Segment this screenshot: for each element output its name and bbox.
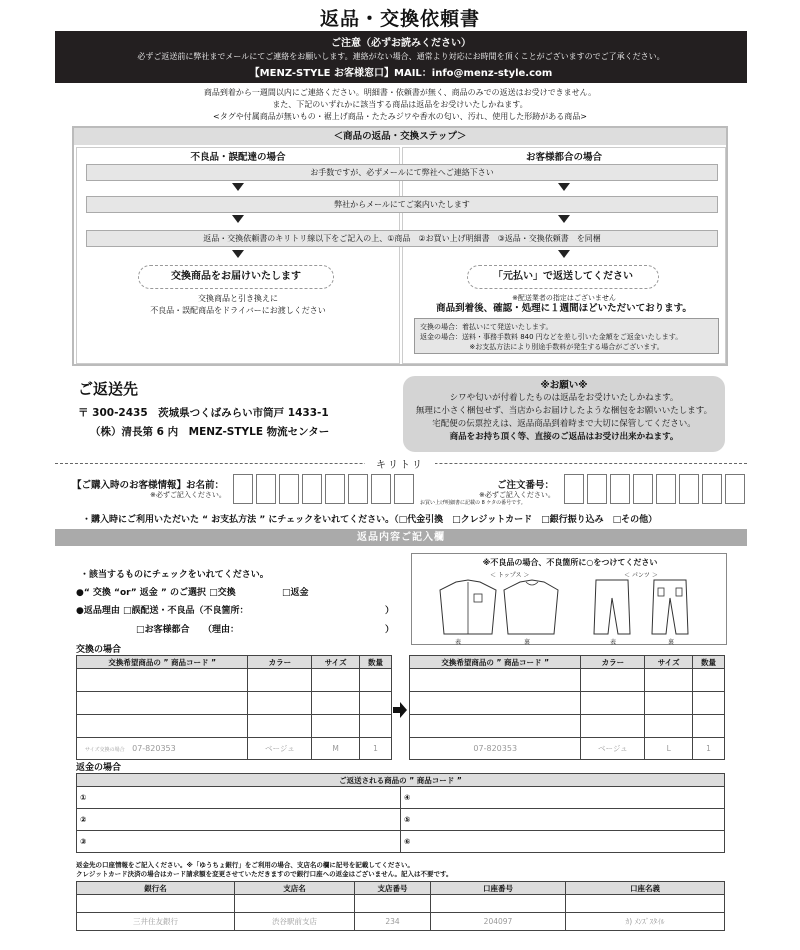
left-note-1: 交換商品と引き換えに [198,294,278,303]
reason-close: ） [385,606,395,616]
bank-note-line: 返金先の口座情報をご記入ください。※「ゆうちょ銀行」をご利用の場合、支店名の欄に記号を記載してください。 [76,861,414,869]
refund-cell[interactable]: ⑤ [401,809,725,831]
step-bar-2: 弊社からメールにてご案内いたします [86,196,718,213]
defect-illustration-box [411,553,727,645]
col-header: カラー [581,656,645,669]
example-branch-no: 234 [355,913,431,931]
table-row[interactable] [77,715,392,738]
exchange-table-right[interactable] [409,655,725,760]
col-header: 数量 [360,656,392,669]
table-row[interactable] [77,809,725,831]
order-cell[interactable] [702,474,722,504]
arrow-down-icon [232,215,244,223]
request-line: 商品をお持ち頂く等、直接のご返品はお受け出来かねます。 [449,432,679,442]
table-row-example [77,913,725,931]
table-row-example [77,738,392,760]
refund-table[interactable] [76,773,725,853]
notice-mail: 【MENZ-STYLE お客様窓口】MAIL：info@menz-style.com [249,68,553,79]
left-note-2: 不良品・誤配商品をドライバーにお渡しください [150,306,326,315]
reason-customer[interactable]: □お客様都合 （理由： [136,625,240,635]
name-cell[interactable] [348,474,368,504]
intro-line: <タグや付属商品が無いもの・裾上げ商品・たたみジワや香水の匂い、汚れ、使用した形跡がある商品> [213,112,587,121]
table-row[interactable] [77,895,725,913]
steps-box [72,126,728,366]
return-address [78,378,329,439]
example-branch: 渋谷駅前支店 [235,913,355,931]
arrow-down-icon [558,250,570,258]
shirt-front-label: 表 [455,639,462,646]
arrow-down-icon [558,183,570,191]
col-header: 支店番号 [355,882,431,895]
refund-header: ご返送される商品の ” 商品コード ” [77,774,725,787]
arrow-right-icon [393,702,407,718]
steps-right-head: お客様都合の場合 [525,152,602,163]
table-row[interactable] [77,669,392,692]
order-number-sub2: お買い上げ明細書に記載の 8 ケタの番号です。 [420,500,526,506]
step-bar-1: お手数ですが、必ずメールにて弊社へご連絡下さい [86,164,718,181]
pants-label: ＜ パンツ ＞ [624,572,658,579]
exchange-table-left[interactable] [76,655,392,760]
col-header: 口座名義 [566,882,725,895]
right-info-box [414,318,719,354]
intro-line: 商品到着から一週間以内にご連絡ください。明細書・依頼書が無く、商品のみでの返送はお受けできません。 [203,88,597,97]
name-cell[interactable] [302,474,322,504]
right-info-line: 交換の場合：着払いにて発送いたします。 [420,323,553,331]
customer-name-boxes[interactable] [233,474,414,504]
table-row[interactable] [410,692,725,715]
table-row[interactable] [77,692,392,715]
table-row[interactable] [410,669,725,692]
col-header: サイズ [312,656,360,669]
steps-left-head: 不良品・誤配達の場合 [190,152,286,163]
col-header: 口座番号 [431,882,566,895]
choice-refund[interactable]: □返金 [282,588,309,598]
table-row-example [410,738,725,760]
notice-heading: ご注意（必ずお読みください） [331,38,471,49]
example-code: 07-820353 [410,738,581,760]
exchange-title: 交換の場合 [76,645,122,655]
step-bar-3: 返品・交換依頼書のキリトリ線以下をご記入の上、①商品 ②お買い上げ明細書 ③返品・交換依頼書 を同梱 [86,230,718,247]
arrow-down-icon [232,250,244,258]
col-header: カラー [248,656,312,669]
notice-box [55,31,747,83]
steps-heading: ＜商品の返品・交換ステップ＞ [74,128,726,145]
table-row[interactable] [77,831,725,853]
request-heading: ※お願い※ [540,380,588,391]
reason-defect[interactable]: ●返品理由 □誤配送・不良品（不良箇所： [76,606,249,616]
address-line-2: （株）清長第 6 内 MENZ-STYLE 物流センター [90,426,330,438]
col-header: サイズ [645,656,693,669]
example-label: サイズ交換の場合 [85,747,125,753]
request-line: シワや匂いが付着したものは返品をお受けいたしかねます。 [449,393,679,403]
left-result-pill: 交換商品をお届けいたします [138,265,334,289]
refund-title: 返金の場合 [76,763,122,773]
example-color: ベージュ [248,738,312,760]
right-note-2: 商品到着後、確認・処理に１週間ほどいただいております。 [436,303,692,314]
order-cell[interactable] [633,474,653,504]
payment-method-line[interactable]: ・購入時にご利用いただいた “ お支払方法 ” にチェックをいれてください。（□代金引換 □クレジットカード □銀行振り込み □その他） [82,515,658,525]
arrow-down-icon [558,215,570,223]
col-header: 交換希望商品の ” 商品コード ” [77,656,248,669]
pants-front-label: 表 [610,639,617,646]
name-cell[interactable] [325,474,345,504]
cut-label: キリトリ [365,456,435,471]
example-qty: 1 [360,738,392,760]
shirt-icon[interactable] [436,578,560,638]
name-cell[interactable] [371,474,391,504]
refund-cell[interactable]: ③ [77,831,401,853]
bank-table[interactable] [76,881,725,931]
refund-cell[interactable]: ② [77,809,401,831]
pants-back-label: 裏 [668,639,675,646]
order-cell[interactable] [610,474,630,504]
right-result-pill: 「元払い」で返送してください [467,265,659,289]
pants-icon[interactable] [588,578,698,638]
arrow-down-icon [232,183,244,191]
refund-cell[interactable]: ① [77,787,401,809]
intro-text [0,87,800,123]
page-title: 返品・交換依頼書 [319,8,480,30]
example-qty: 1 [693,738,725,760]
customer-name-sub: ※必ずご記入ください。 [150,491,226,499]
refund-cell[interactable]: ⑥ [401,831,725,853]
example-code: 07-820353 [132,744,176,753]
right-note-1: ※配送業者の指定はございません [512,294,616,302]
example-size: M [312,738,360,760]
reason-customer-close: ） [385,625,395,635]
name-cell[interactable] [279,474,299,504]
order-cell[interactable] [725,474,745,504]
bank-note-line: クレジットカード決済の場合はカード請求額を変更させていただきますので銀行口座への返金はございません。記入は不要です。 [76,870,453,878]
request-box [403,376,725,452]
address-heading: ご返送先 [78,380,139,398]
intro-line: また、下記のいずれかに該当する商品は返品をお受けいたしかねます。 [272,100,528,109]
table-row[interactable] [77,787,725,809]
col-header: 銀行名 [77,882,235,895]
address-line-1: 〒 300-2435 茨城県つくばみらい市筒戸 1433-1 [78,407,329,419]
choice-exchange[interactable]: ●“ 交換 “or” 返金 ” のご選択 □交換 [76,588,236,598]
order-cell[interactable] [564,474,584,504]
order-number-label: ご注文番号： [497,480,555,491]
section-bar: 返品内容ご記入欄 [55,529,747,546]
col-header: 数量 [693,656,725,669]
illus-heading: ※不良品の場合、不良箇所に○をつけてください [482,558,658,567]
order-cell[interactable] [679,474,699,504]
col-header: 支店名 [235,882,355,895]
request-line: 無理に小さく梱包せず、当店からお届けしたような梱包をお願いいたします。 [415,406,713,416]
example-bank: 三井住友銀行 [77,913,235,931]
order-cell[interactable] [587,474,607,504]
col-header: 交換希望商品の ” 商品コード ” [410,656,581,669]
notice-body: 必ずご返送前に弊社までメールにてご連絡をお願いします。連絡がない場合、通常より対応にお時間を頂くことがございますのでご了承ください。 [137,52,665,61]
name-cell[interactable] [233,474,253,504]
refund-cell[interactable]: ④ [401,787,725,809]
name-cell[interactable] [256,474,276,504]
right-info-line: 返金の場合：送料・事務手数料 840 円などを差し引いた金額をご返金いたします。 [420,333,683,341]
example-account-name: ｶ) ﾒﾝｽﾞｽﾀｲﾙ [566,913,725,931]
order-number-boxes[interactable] [564,474,745,504]
request-line: 宅配便の伝票控えは、返品商品到着時まで大切に保管してください。 [432,419,696,429]
example-account-no: 204097 [431,913,566,931]
order-number-sub: ※必ずご記入ください。 [479,491,555,499]
example-color: ベージュ [581,738,645,760]
example-size: L [645,738,693,760]
bank-note [76,861,453,879]
tops-label: ＜ トップス ＞ [490,572,530,579]
table-row[interactable] [410,715,725,738]
customer-name-label: 【ご購入時のお客様情報】お名前： [72,480,225,491]
right-info-line: ※お支払方法により別途手数料が発生する場合がございます。 [469,343,664,351]
check-instruction: ・該当するものにチェックをいれてください。 [80,570,269,580]
shirt-back-label: 裏 [524,639,531,646]
name-cell[interactable] [394,474,414,504]
order-cell[interactable] [656,474,676,504]
